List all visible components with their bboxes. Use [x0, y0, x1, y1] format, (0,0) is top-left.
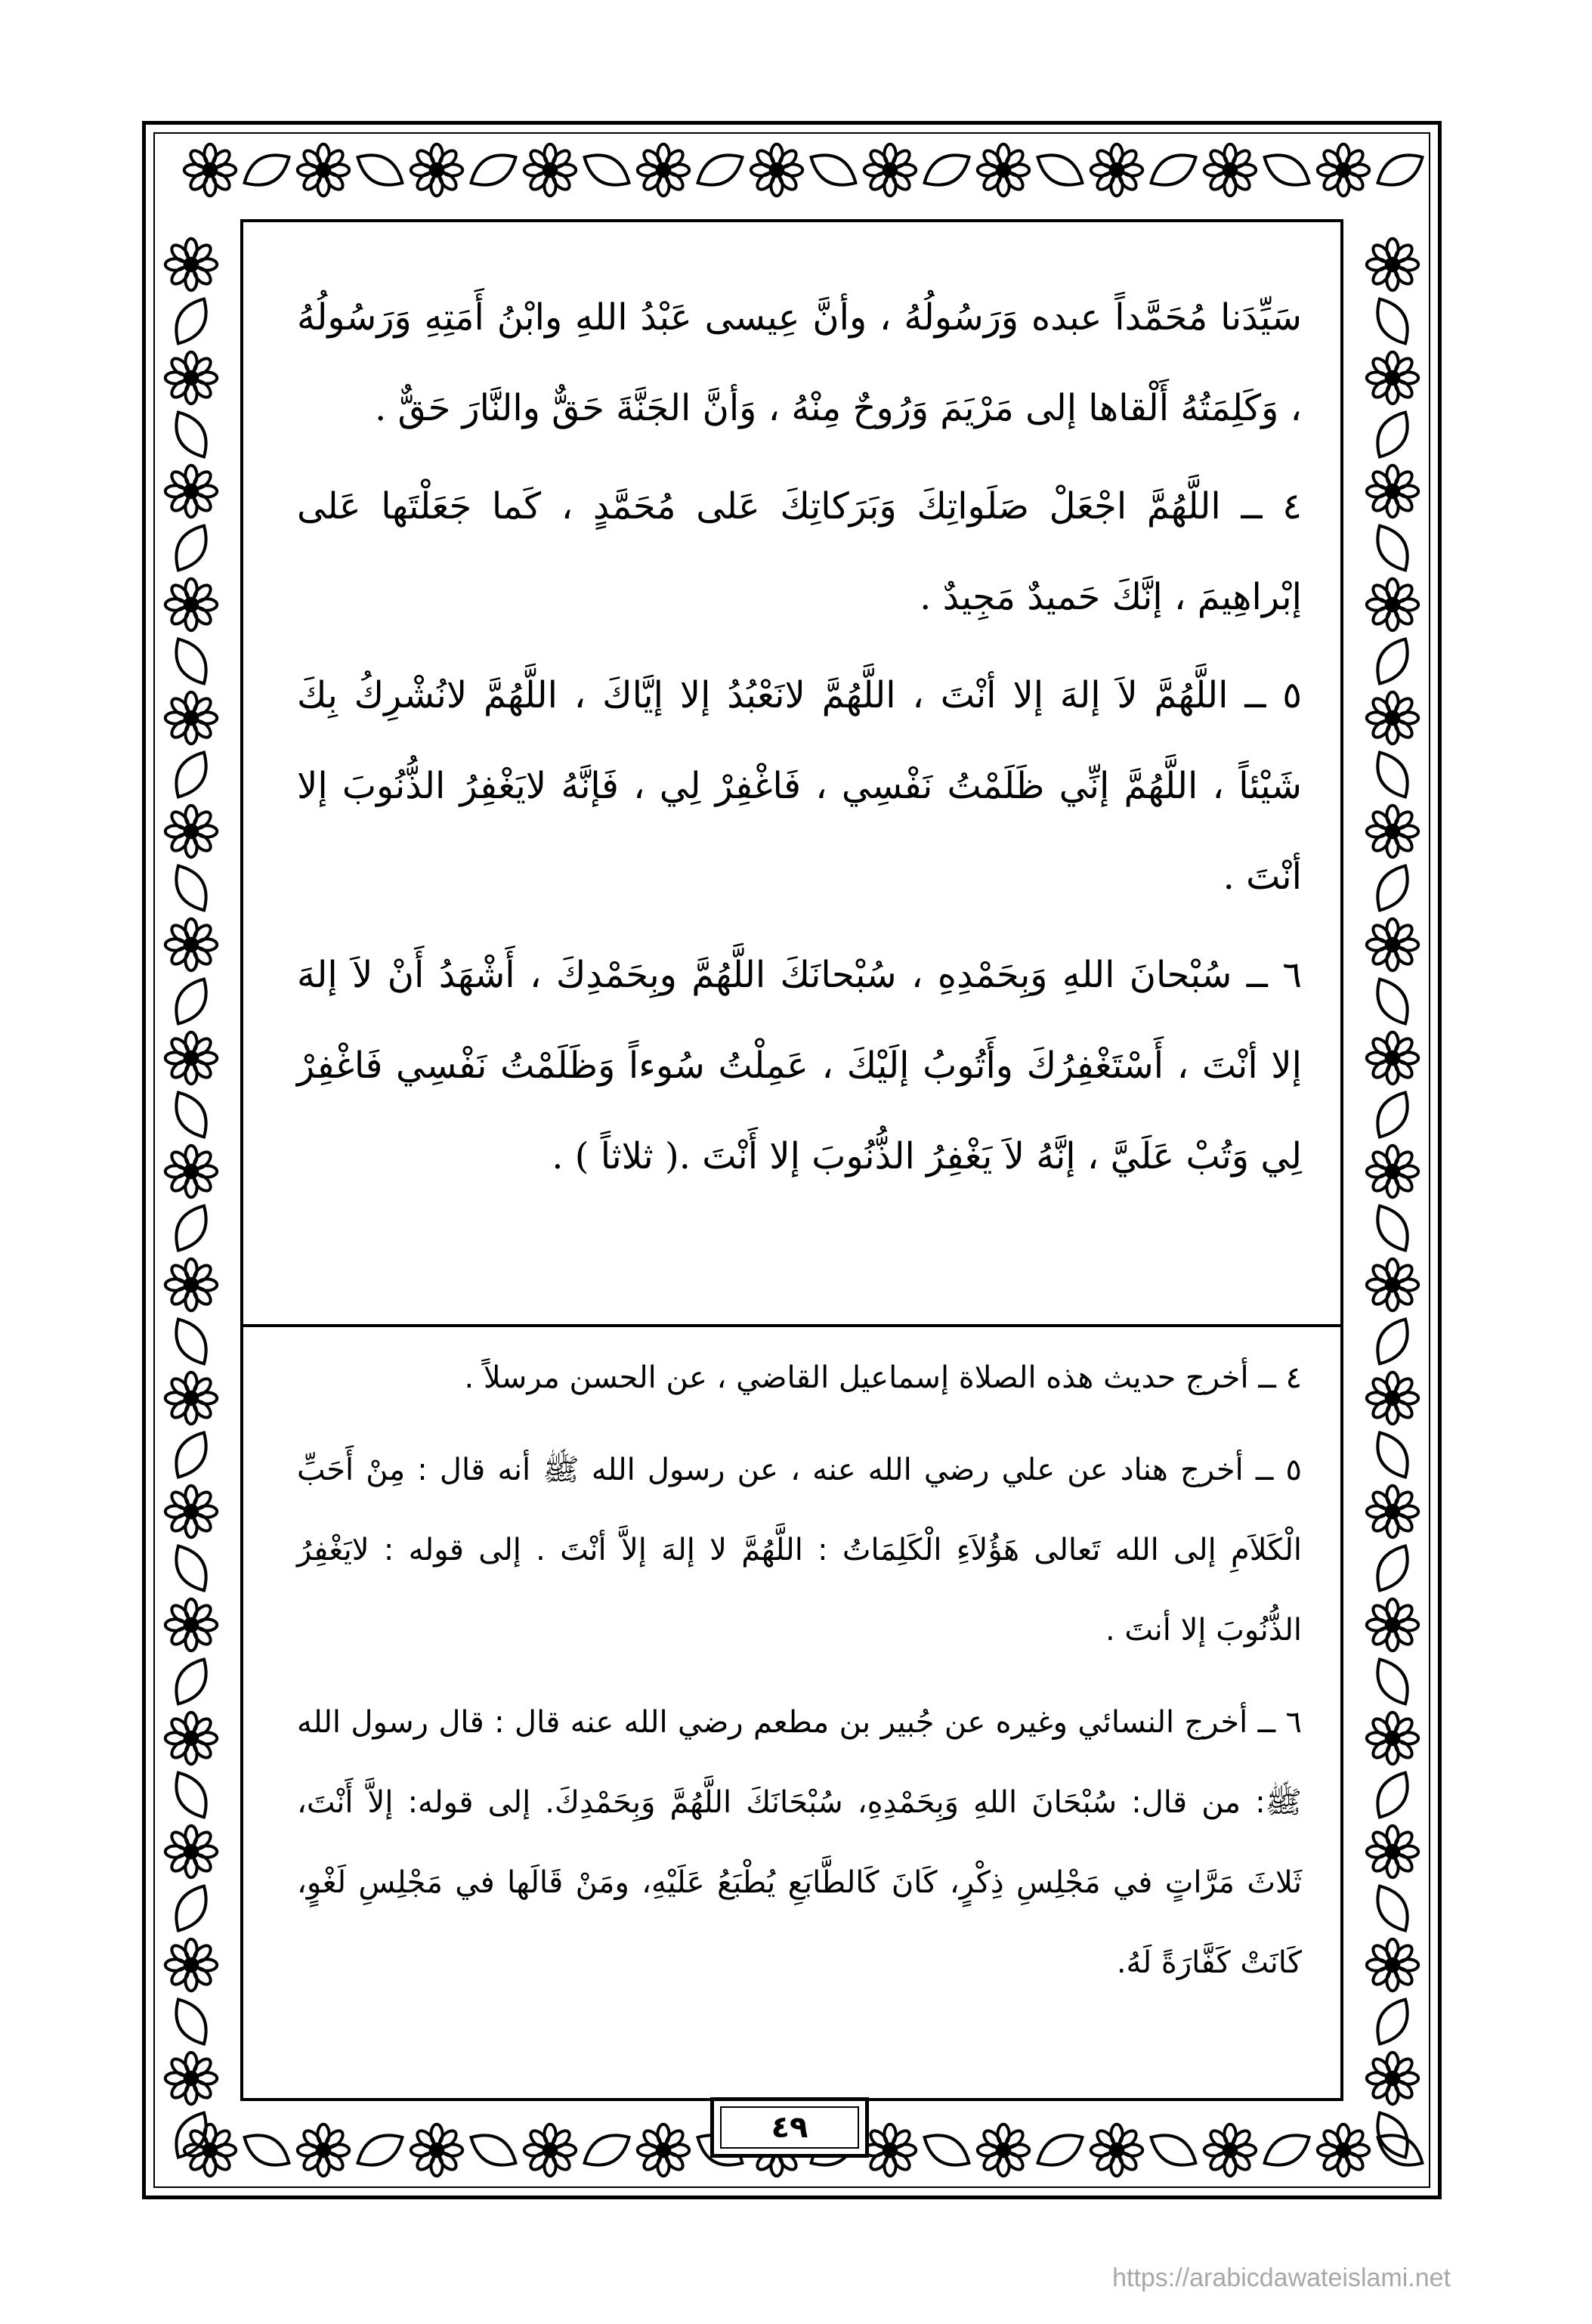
leaf-ornament-icon: [238, 2126, 295, 2174]
leaf-ornament-icon: [1368, 1653, 1416, 1710]
flower-ornament-icon: [1204, 144, 1256, 196]
leaf-ornament-icon: [1368, 1086, 1416, 1143]
leaf-ornament-icon: [1368, 406, 1416, 463]
leaf-ornament-icon: [167, 1766, 215, 1824]
footnote-5: ٥ ــ أخرج هناد عن علي رضي الله عنه ، عن رسول الله ﷺ أنه قال : مِنْ أَحَبِّ الْكَلاَمِ إلى الله تَعالى هَؤُلاَءِ الْكَلِمَاتُ : اللَّهُمَّ لا إلهَ إلاَّ أنْتَ . إلى قوله : لايَغْفِرُ الذُّنُوبَ إلا أنتَ .: [297, 1453, 1302, 1648]
flower-ornament-icon: [165, 1939, 217, 1991]
leaf-ornament-icon: [167, 973, 215, 1030]
leaf-ornament-icon: [1368, 1880, 1416, 1937]
leaf-ornament-icon: [1145, 146, 1202, 193]
flower-ornament-icon: [524, 144, 576, 196]
flower-ornament-icon: [1367, 1486, 1418, 1537]
flower-ornament-icon: [1091, 144, 1142, 196]
leaf-ornament-icon: [465, 2126, 522, 2174]
leaf-ornament-icon: [1258, 2126, 1315, 2174]
flower-ornament-icon: [638, 144, 689, 196]
watermark-url: https://arabicdawateislami.net: [1112, 2264, 1451, 2292]
flower-ornament-icon: [1091, 2124, 1142, 2176]
flower-ornament-icon: [1204, 2124, 1256, 2176]
leaf-ornament-icon: [578, 146, 635, 193]
leaf-ornament-icon: [1031, 2126, 1089, 2174]
leaf-ornament-icon: [1368, 1540, 1416, 1597]
flower-ornament-icon: [165, 919, 217, 970]
leaf-ornament-icon: [167, 633, 215, 690]
flower-ornament-icon: [165, 692, 217, 744]
flower-ornament-icon: [165, 806, 217, 857]
leaf-ornament-icon: [1368, 1199, 1416, 1257]
flower-ornament-icon: [1367, 1599, 1418, 1651]
leaf-ornament-icon: [167, 859, 215, 917]
flower-ornament-icon: [165, 1032, 217, 1084]
flower-ornament-icon: [864, 2124, 916, 2176]
flower-ornament-icon: [1318, 144, 1369, 196]
leaf-ornament-icon: [918, 146, 975, 193]
flower-ornament-icon: [1367, 1713, 1418, 1764]
flower-ornament-icon: [165, 1259, 217, 1311]
leaf-ornament-icon: [1031, 146, 1089, 193]
leaf-ornament-icon: [465, 146, 522, 193]
flower-ornament-icon: [1367, 352, 1418, 404]
flower-ornament-icon: [1367, 1259, 1418, 1311]
flower-ornament-icon: [1367, 692, 1418, 744]
leaf-ornament-icon: [1368, 1766, 1416, 1824]
leaf-ornament-icon: [167, 1653, 215, 1710]
leaf-ornament-icon: [1145, 2126, 1202, 2174]
flower-ornament-icon: [1318, 2124, 1369, 2176]
flower-ornament-icon: [524, 2124, 576, 2176]
flower-ornament-icon: [1367, 579, 1418, 630]
leaf-ornament-icon: [1368, 519, 1416, 577]
leaf-ornament-icon: [1368, 859, 1416, 917]
footnotes: [297, 1338, 1302, 2015]
footnote-4: ٤ ــ أخرج حديث هذه الصلاة إسماعيل القاضي ، عن الحسن مرسلاً .: [464, 1360, 1302, 1395]
flower-ornament-icon: [1367, 239, 1418, 290]
leaf-ornament-icon: [1368, 1426, 1416, 1484]
leaf-ornament-icon: [351, 146, 409, 193]
flower-ornament-icon: [165, 352, 217, 404]
page-number: ٤٩: [720, 2106, 859, 2149]
leaf-ornament-icon: [167, 1880, 215, 1937]
leaf-ornament-icon: [1368, 292, 1416, 350]
flower-ornament-icon: [1367, 1032, 1418, 1084]
leaf-ornament-icon: [167, 1313, 215, 1370]
flower-ornament-icon: [165, 1486, 217, 1537]
paragraph-continued: سَيِّدَنا مُحَمَّداً عبده وَرَسُولُهُ ، وأنَّ عِيسى عَبْدُ اللهِ وابْنُ أَمَتِهِ وَرَسُولُهُ ، وَكَلِمَتُهُ أَلْقاها إلى مَرْيَمَ وَرُوحٌ مِنْهُ ، وَأنَّ الجَنَّةَ حَقٌّ والنَّارَ حَقٌّ .: [297, 296, 1302, 429]
leaf-ornament-icon: [1368, 746, 1416, 803]
flower-ornament-icon: [1367, 919, 1418, 970]
leaf-ornament-icon: [167, 1993, 215, 2050]
leaf-ornament-icon: [1368, 1993, 1416, 2050]
leaf-ornament-icon: [1368, 1313, 1416, 1370]
flower-ornament-icon: [1367, 806, 1418, 857]
flower-ornament-icon: [751, 144, 802, 196]
leaf-ornament-icon: [578, 2126, 635, 2174]
flower-ornament-icon: [1367, 1372, 1418, 1424]
paragraph-4: ٤ ــ اللَّهُمَّ اجْعَلْ صَلَواتِكَ وَبَرَكاتِكَ عَلى مُحَمَّدٍ ، كَما جَعَلْتَها عَلى إبْراهِيمَ ، إنَّكَ حَميدٌ مَجِيدٌ .: [297, 485, 1302, 618]
flower-ornament-icon: [298, 2124, 349, 2176]
flower-ornament-icon: [165, 1372, 217, 1424]
flower-ornament-icon: [165, 1599, 217, 1651]
leaf-ornament-icon: [167, 292, 215, 350]
leaf-ornament-icon: [1371, 2126, 1429, 2174]
flower-ornament-icon: [165, 466, 217, 517]
leaf-ornament-icon: [238, 146, 295, 193]
leaf-ornament-icon: [167, 519, 215, 577]
paragraph-6: ٦ ــ سُبْحانَ اللهِ وَبِحَمْدِهِ ، سُبْحانَكَ اللَّهُمَّ وبِحَمْدِكَ ، أَشْهَدُ أَنْ لاَ إلهَ إلا أنْتَ ، أَسْتَغْفِرُكَ وأَتُوبُ إلَيْكَ ، عَمِلْتُ سُوءاً وَظَلَمْتُ نَفْسِي فَاغْفِرْ لِي وَتُبْ عَلَيَّ ، إنَّهُ لاَ يَغْفِرُ الذُّنُوبَ إلا أَنْتَ .( ثلاثاً ) .: [297, 954, 1302, 1177]
leaf-ornament-icon: [1368, 973, 1416, 1030]
leaf-ornament-icon: [167, 746, 215, 803]
leaf-ornament-icon: [167, 1426, 215, 1484]
flower-ornament-icon: [411, 144, 462, 196]
leaf-ornament-icon: [351, 2126, 409, 2174]
footnote-6: ٦ ــ أخرج النسائي وغيره عن جُبير بن مطعم رضي الله عنه قال : قال رسول الله ﷺ: من قال: سُبْحَانَ اللهِ وَبِحَمْدِهِ، سُبْحَانَكَ اللَّهُمَّ وَبِحَمْدِكَ. إلى قوله: إلاَّ أَنْتَ، ثَلاثَ مَرَّاتٍ في مَجْلِسِ ذِكْرٍ، كَانَ كَالطَّابَعِ يُطْبَعُ عَلَيْهِ، ومَنْ قَالَها في مَجْلِسِ لَغْوٍ، كَانَتْ كَفَّارَةً لَهُ.: [297, 1705, 1302, 1980]
leaf-ornament-icon: [1258, 146, 1315, 193]
flower-ornament-icon: [978, 144, 1029, 196]
leaf-ornament-icon: [1371, 146, 1429, 193]
flower-ornament-icon: [864, 144, 916, 196]
leaf-ornament-icon: [167, 1540, 215, 1597]
paragraph-5: ٥ ــ اللَّهُمَّ لاَ إلهَ إلا أنْتَ ، اللَّهُمَّ لانَعْبُدُ إلا إيَّاكَ ، اللَّهُمَّ لانُشْرِكُ بِكَ شَيْئاً ، اللَّهُمَّ إنِّي ظَلَمْتُ نَفْسِي ، فَاغْفِرْ لِي ، فَإنَّهُ لايَغْفِرُ الذُّنُوبَ إلا أنْتَ .: [297, 674, 1303, 898]
flower-ornament-icon: [298, 144, 349, 196]
leaf-ornament-icon: [167, 1086, 215, 1143]
leaf-ornament-icon: [805, 146, 862, 193]
leaf-ornament-icon: [1368, 633, 1416, 690]
flower-ornament-icon: [638, 2124, 689, 2176]
flower-ornament-icon: [411, 2124, 462, 2176]
flower-ornament-icon: [165, 239, 217, 290]
leaf-ornament-icon: [167, 1199, 215, 1257]
flower-ornament-icon: [165, 579, 217, 630]
flower-ornament-icon: [165, 2053, 217, 2104]
flower-ornament-icon: [165, 1146, 217, 1197]
flower-ornament-icon: [1367, 1826, 1418, 1877]
flower-ornament-icon: [1367, 2053, 1418, 2104]
flower-ornament-icon: [1367, 1939, 1418, 1991]
leaf-ornament-icon: [918, 2126, 975, 2174]
main-text: [297, 272, 1302, 1209]
flower-ornament-icon: [1367, 466, 1418, 517]
flower-ornament-icon: [978, 2124, 1029, 2176]
flower-ornament-icon: [165, 1713, 217, 1764]
page-number-box: [710, 2097, 869, 2158]
flower-ornament-icon: [165, 1826, 217, 1877]
flower-ornament-icon: [184, 144, 236, 196]
flower-ornament-icon: [1367, 1146, 1418, 1197]
leaf-ornament-icon: [167, 406, 215, 463]
leaf-ornament-icon: [691, 146, 749, 193]
footnote-divider: [240, 1324, 1343, 1327]
